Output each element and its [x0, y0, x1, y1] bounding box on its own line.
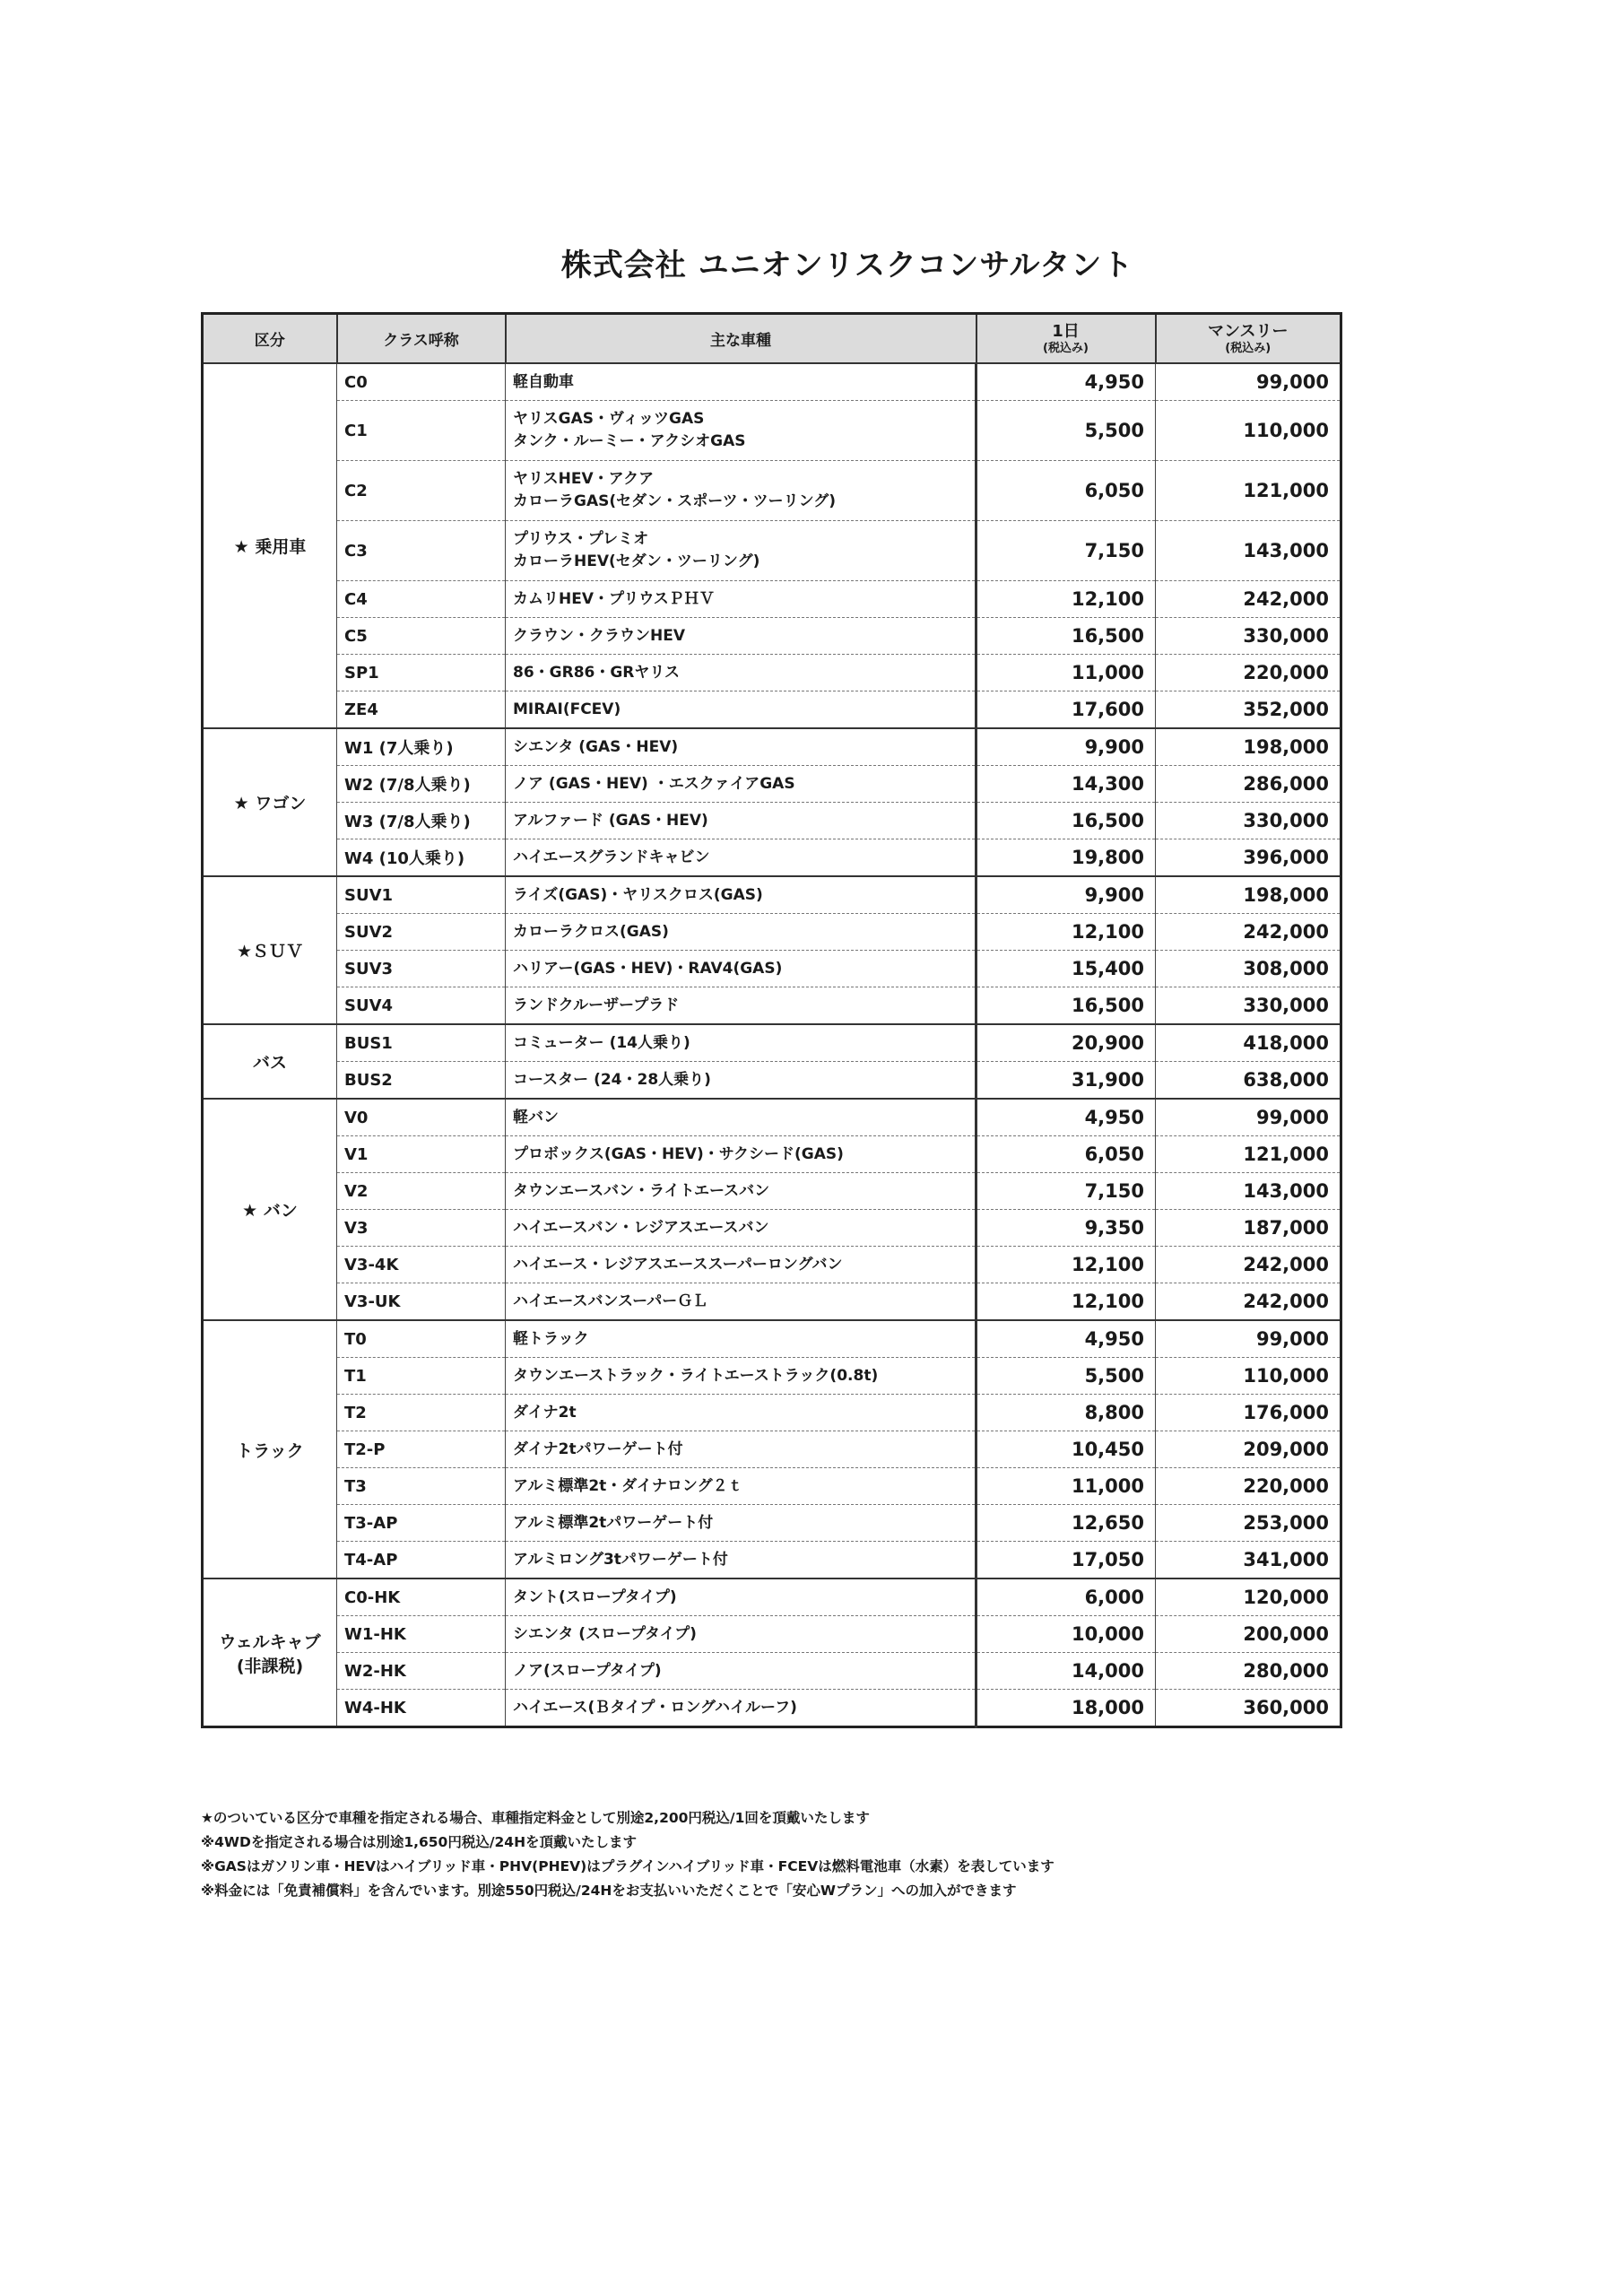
models-cell: [506, 1173, 976, 1210]
monthly-rate-cell: 418,000: [1156, 1024, 1341, 1062]
monthly-rate-cell: 198,000: [1156, 728, 1341, 766]
class-cell: C0-HK: [337, 1578, 506, 1616]
day-rate-cell: 12,100: [976, 914, 1156, 951]
table-row: [203, 766, 1341, 803]
category-label: ウェルキャブ: [219, 1631, 321, 1652]
monthly-rate-cell: 198,000: [1156, 876, 1341, 914]
models-cell: [506, 914, 976, 951]
class-cell: SUV4: [337, 987, 506, 1025]
header-monthly-label: マンスリー: [1208, 321, 1289, 341]
day-rate-cell: 14,300: [976, 766, 1156, 803]
table-row: [203, 1653, 1341, 1690]
model-line: ハリアー(GAS・HEV)・RAV4(GAS): [513, 959, 783, 978]
class-cell: W1-HK: [337, 1616, 506, 1653]
table-row: [203, 1024, 1341, 1062]
model-line: 軽バン: [513, 1108, 559, 1126]
monthly-rate-cell: 330,000: [1156, 618, 1341, 655]
class-cell: ZE4: [337, 691, 506, 729]
class-cell: C1: [337, 401, 506, 461]
table-row: [203, 1616, 1341, 1653]
models-cell: [506, 1247, 976, 1283]
category-label: トラック: [236, 1440, 304, 1461]
class-cell: W2 (7/8人乗り): [337, 766, 506, 803]
table-row: [203, 691, 1341, 729]
table-row: [203, 1247, 1341, 1283]
monthly-rate-cell: 308,000: [1156, 951, 1341, 987]
day-rate-cell: 9,900: [976, 876, 1156, 914]
class-cell: SUV2: [337, 914, 506, 951]
model-line: ハイエースバン・レジアスエースバン: [513, 1218, 769, 1237]
models-cell: [506, 581, 976, 618]
table-row: [203, 401, 1341, 461]
class-cell: C5: [337, 618, 506, 655]
class-cell: SP1: [337, 655, 506, 691]
monthly-rate-cell: 396,000: [1156, 839, 1341, 877]
table-row: [203, 839, 1341, 877]
monthly-rate-cell: 110,000: [1156, 401, 1341, 461]
models-cell: [506, 1210, 976, 1247]
class-cell: T4-AP: [337, 1542, 506, 1579]
monthly-rate-cell: 121,000: [1156, 1136, 1341, 1173]
rate-table-body: [203, 363, 1341, 1727]
day-rate-cell: 4,950: [976, 363, 1156, 401]
header-category: 区分: [203, 314, 337, 364]
day-rate-cell: 18,000: [976, 1690, 1156, 1727]
day-rate-cell: 10,450: [976, 1431, 1156, 1468]
monthly-rate-cell: 99,000: [1156, 1099, 1341, 1136]
model-line: アルミ標準2tパワーゲート付: [513, 1513, 714, 1532]
day-rate-cell: 7,150: [976, 1173, 1156, 1210]
model-line: ライズ(GAS)・ヤリスクロス(GAS): [513, 885, 763, 904]
model-line: MIRAI(FCEV): [513, 700, 621, 718]
models-cell: [506, 401, 976, 461]
models-cell: [506, 461, 976, 521]
models-cell: [506, 728, 976, 766]
table-row: [203, 581, 1341, 618]
table-row: [203, 1210, 1341, 1247]
day-rate-cell: 16,500: [976, 987, 1156, 1025]
model-line: ヤリスGAS・ヴィッツGAS: [513, 410, 705, 428]
header-day-sub: (税込み): [1043, 341, 1089, 355]
day-rate-cell: 4,950: [976, 1099, 1156, 1136]
note-line: ※GASはガソリン車・HEVはハイブリッド車・PHV(PHEV)はプラグインハイブリッド車・FCEVは燃料電池車（水素）を表しています: [201, 1858, 1055, 1874]
table-row: [203, 1099, 1341, 1136]
note-line: ※4WDを指定される場合は別途1,650円税込/24Hを頂戴いたします: [201, 1834, 638, 1850]
monthly-rate-cell: 99,000: [1156, 1320, 1341, 1358]
table-row: [203, 1320, 1341, 1358]
note-line: ★のついている区分で車種を指定される場合、車種指定料金として別途2,200円税込/1回を頂戴いたします: [201, 1810, 870, 1826]
monthly-rate-cell: 330,000: [1156, 987, 1341, 1025]
model-line: ヤリスHEV・アクア: [513, 470, 655, 488]
day-rate-cell: 7,150: [976, 521, 1156, 581]
monthly-rate-cell: 638,000: [1156, 1062, 1341, 1100]
models-cell: [506, 1024, 976, 1062]
models-cell: [506, 521, 976, 581]
models-cell: [506, 1505, 976, 1542]
monthly-rate-cell: 242,000: [1156, 1283, 1341, 1321]
model-line: カムリHEV・プリウスＰＨＶ: [513, 589, 715, 608]
model-line: 86・GR86・GRヤリス: [513, 663, 681, 682]
models-cell: [506, 876, 976, 914]
day-rate-cell: 12,100: [976, 581, 1156, 618]
class-cell: V1: [337, 1136, 506, 1173]
day-rate-cell: 14,000: [976, 1653, 1156, 1690]
class-cell: V3-UK: [337, 1283, 506, 1321]
monthly-rate-cell: 352,000: [1156, 691, 1341, 729]
category-cell: [203, 1099, 337, 1320]
models-cell: [506, 1653, 976, 1690]
table-row: [203, 1283, 1341, 1321]
class-cell: C4: [337, 581, 506, 618]
model-line: プロボックス(GAS・HEV)・サクシード(GAS): [513, 1144, 844, 1163]
model-line: ランドクルーザープラド: [513, 996, 680, 1014]
day-rate-cell: 5,500: [976, 1358, 1156, 1395]
class-cell: W2-HK: [337, 1653, 506, 1690]
class-cell: V3-4K: [337, 1247, 506, 1283]
day-rate-cell: 4,950: [976, 1320, 1156, 1358]
model-line: シエンタ (GAS・HEV): [513, 737, 679, 756]
table-row: [203, 1431, 1341, 1468]
models-cell: [506, 987, 976, 1025]
models-cell: [506, 1136, 976, 1173]
class-cell: T1: [337, 1358, 506, 1395]
monthly-rate-cell: 341,000: [1156, 1542, 1341, 1579]
models-cell: [506, 1062, 976, 1100]
day-rate-cell: 9,900: [976, 728, 1156, 766]
models-cell: [506, 951, 976, 987]
day-rate-cell: 11,000: [976, 655, 1156, 691]
rate-table: [201, 312, 1342, 1728]
monthly-rate-cell: 220,000: [1156, 655, 1341, 691]
class-cell: T3-AP: [337, 1505, 506, 1542]
table-row: [203, 987, 1341, 1025]
table-row: [203, 1395, 1341, 1431]
models-cell: [506, 655, 976, 691]
class-cell: BUS1: [337, 1024, 506, 1062]
day-rate-cell: 16,500: [976, 803, 1156, 839]
class-cell: C3: [337, 521, 506, 581]
table-row: [203, 914, 1341, 951]
model-line: クラウン・クラウンHEV: [513, 626, 685, 645]
model-line: タンク・ルーミー・アクシオGAS: [513, 432, 746, 450]
category-label: ★ ワゴン: [233, 794, 307, 813]
header-models: 主な車種: [506, 314, 976, 364]
model-line: シエンタ (スロープタイプ): [513, 1624, 697, 1643]
day-rate-cell: 31,900: [976, 1062, 1156, 1100]
models-cell: [506, 839, 976, 877]
models-cell: [506, 1542, 976, 1579]
models-cell: [506, 1320, 976, 1358]
class-cell: V3: [337, 1210, 506, 1247]
model-line: アルファード (GAS・HEV): [513, 811, 708, 830]
models-cell: [506, 363, 976, 401]
notes: [201, 1806, 1367, 1903]
day-rate-cell: 9,350: [976, 1210, 1156, 1247]
models-cell: [506, 618, 976, 655]
model-line: タウンエースバン・ライトエースバン: [513, 1181, 770, 1200]
category-label: バス: [252, 1053, 287, 1073]
category-cell: [203, 1320, 337, 1578]
class-cell: C0: [337, 363, 506, 401]
models-cell: [506, 1395, 976, 1431]
day-rate-cell: 10,000: [976, 1616, 1156, 1653]
table-row: [203, 951, 1341, 987]
category-cell: [203, 728, 337, 876]
category-cell: [203, 1578, 337, 1727]
monthly-rate-cell: 242,000: [1156, 914, 1341, 951]
monthly-rate-cell: 121,000: [1156, 461, 1341, 521]
class-cell: T2: [337, 1395, 506, 1431]
monthly-rate-cell: 330,000: [1156, 803, 1341, 839]
day-rate-cell: 12,650: [976, 1505, 1156, 1542]
category-label: ★ＳＵＶ: [236, 942, 304, 961]
monthly-rate-cell: 200,000: [1156, 1616, 1341, 1653]
category-cell: [203, 1024, 337, 1099]
day-rate-cell: 16,500: [976, 618, 1156, 655]
monthly-rate-cell: 220,000: [1156, 1468, 1341, 1505]
table-row: [203, 728, 1341, 766]
model-line: ノア (GAS・HEV) ・エスクァイアGAS: [513, 774, 795, 793]
category-cell: [203, 363, 337, 728]
class-cell: W3 (7/8人乗り): [337, 803, 506, 839]
model-line: タウンエーストラック・ライトエーストラック(0.8t): [513, 1366, 879, 1385]
class-cell: SUV3: [337, 951, 506, 987]
class-cell: W4 (10人乗り): [337, 839, 506, 877]
table-row: [203, 363, 1341, 401]
model-line: ハイエース・レジアスエーススーパーロングバン: [513, 1255, 843, 1274]
table-row: [203, 1136, 1341, 1173]
day-rate-cell: 15,400: [976, 951, 1156, 987]
header-row: [203, 314, 1341, 364]
class-cell: BUS2: [337, 1062, 506, 1100]
class-cell: T0: [337, 1320, 506, 1358]
monthly-rate-cell: 253,000: [1156, 1505, 1341, 1542]
header-day: [976, 314, 1156, 364]
models-cell: [506, 1578, 976, 1616]
models-cell: [506, 1431, 976, 1468]
table-row: [203, 1062, 1341, 1100]
monthly-rate-cell: 143,000: [1156, 521, 1341, 581]
model-line: ダイナ2t: [513, 1403, 577, 1422]
day-rate-cell: 19,800: [976, 839, 1156, 877]
table-row: [203, 618, 1341, 655]
models-cell: [506, 803, 976, 839]
models-cell: [506, 1690, 976, 1727]
models-cell: [506, 1283, 976, 1321]
day-rate-cell: 5,500: [976, 401, 1156, 461]
header-class: クラス呼称: [337, 314, 506, 364]
table-row: [203, 1505, 1341, 1542]
models-cell: [506, 1616, 976, 1653]
model-line: ハイエースグランドキャビン: [513, 848, 710, 866]
table-row: [203, 1173, 1341, 1210]
company-name: [0, 240, 1623, 284]
model-line: タント(スロープタイプ): [513, 1587, 677, 1606]
category-label: ★ 乗用車: [233, 537, 307, 557]
model-line: ハイエース(Ｂタイプ・ロングハイルーフ): [513, 1698, 797, 1717]
monthly-rate-cell: 209,000: [1156, 1431, 1341, 1468]
model-line: ハイエースバンスーパーＧＬ: [513, 1292, 708, 1310]
model-line: コースター (24・28人乗り): [513, 1070, 711, 1089]
day-rate-cell: 12,100: [976, 1247, 1156, 1283]
model-line: ノア(スロープタイプ): [513, 1661, 662, 1680]
monthly-rate-cell: 242,000: [1156, 581, 1341, 618]
model-line: 軽トラック: [513, 1329, 589, 1348]
note-line: ※料金には「免責補償料」を含んでいます。別途550円税込/24Hをお支払いいただくことで「安心Wプラン」への加入ができます: [201, 1883, 1017, 1899]
table-row: [203, 1542, 1341, 1579]
class-cell: C2: [337, 461, 506, 521]
monthly-rate-cell: 286,000: [1156, 766, 1341, 803]
monthly-rate-cell: 280,000: [1156, 1653, 1341, 1690]
table-row: [203, 1358, 1341, 1395]
model-line: アルミ標準2t・ダイナロング２ｔ: [513, 1476, 743, 1495]
day-rate-cell: 6,000: [976, 1578, 1156, 1616]
models-cell: [506, 1468, 976, 1505]
header-monthly: [1156, 314, 1341, 364]
company-name-text: 株式会社 ユニオンリスクコンサルタント: [560, 248, 1134, 283]
table-row: [203, 1690, 1341, 1727]
class-cell: W1 (7人乗り): [337, 728, 506, 766]
header-day-label: 1日: [1052, 321, 1080, 341]
day-rate-cell: 11,000: [976, 1468, 1156, 1505]
model-line: カローラクロス(GAS): [513, 922, 669, 941]
table-row: [203, 876, 1341, 914]
monthly-rate-cell: 99,000: [1156, 363, 1341, 401]
header-monthly-sub: (税込み): [1225, 341, 1271, 355]
monthly-rate-cell: 110,000: [1156, 1358, 1341, 1395]
models-cell: [506, 766, 976, 803]
class-cell: T3: [337, 1468, 506, 1505]
model-line: カローラHEV(セダン・ツーリング): [513, 552, 760, 570]
monthly-rate-cell: 120,000: [1156, 1578, 1341, 1616]
model-line: プリウス・プレミオ: [513, 530, 649, 548]
table-row: [203, 1468, 1341, 1505]
model-line: アルミロング3tパワーゲート付: [513, 1550, 728, 1569]
models-cell: [506, 1099, 976, 1136]
class-cell: W4-HK: [337, 1690, 506, 1727]
class-cell: V2: [337, 1173, 506, 1210]
day-rate-cell: 8,800: [976, 1395, 1156, 1431]
category-cell: [203, 876, 337, 1024]
class-cell: T2-P: [337, 1431, 506, 1468]
day-rate-cell: 17,050: [976, 1542, 1156, 1579]
models-cell: [506, 1358, 976, 1395]
model-line: カローラGAS(セダン・スポーツ・ツーリング): [513, 492, 837, 510]
day-rate-cell: 12,100: [976, 1283, 1156, 1321]
table-row: [203, 803, 1341, 839]
category-label: ★ バン: [242, 1201, 298, 1221]
table-row: [203, 521, 1341, 581]
model-line: ダイナ2tパワーゲート付: [513, 1439, 683, 1458]
monthly-rate-cell: 242,000: [1156, 1247, 1341, 1283]
table-row: [203, 655, 1341, 691]
model-line: コミューター (14人乗り): [513, 1033, 690, 1052]
monthly-rate-cell: 187,000: [1156, 1210, 1341, 1247]
day-rate-cell: 6,050: [976, 1136, 1156, 1173]
category-label: (非課税): [236, 1656, 304, 1676]
monthly-rate-cell: 176,000: [1156, 1395, 1341, 1431]
monthly-rate-cell: 143,000: [1156, 1173, 1341, 1210]
day-rate-cell: 6,050: [976, 461, 1156, 521]
day-rate-cell: 17,600: [976, 691, 1156, 729]
table-row: [203, 1578, 1341, 1616]
class-cell: SUV1: [337, 876, 506, 914]
monthly-rate-cell: 360,000: [1156, 1690, 1341, 1727]
model-line: 軽自動車: [513, 372, 574, 391]
models-cell: [506, 691, 976, 729]
class-cell: V0: [337, 1099, 506, 1136]
day-rate-cell: 20,900: [976, 1024, 1156, 1062]
table-row: [203, 461, 1341, 521]
